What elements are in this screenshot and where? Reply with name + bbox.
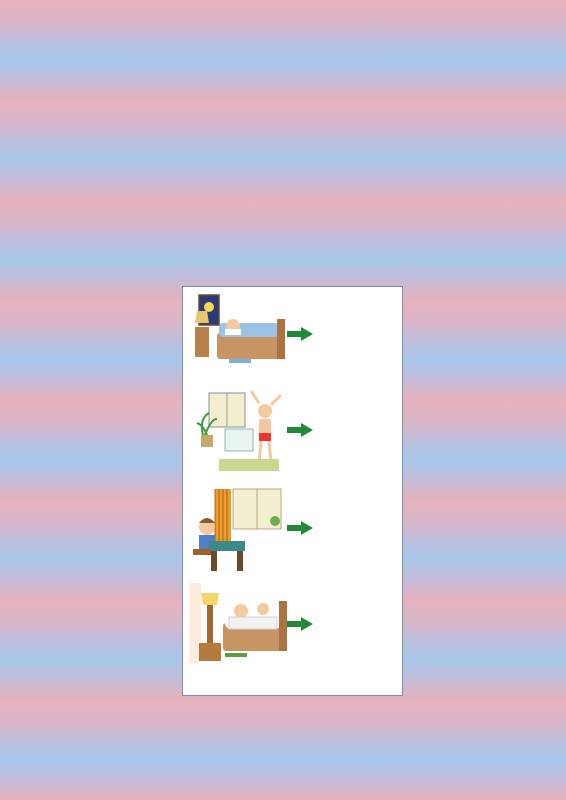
clock-face[interactable] bbox=[312, 485, 394, 567]
worksheet-row bbox=[183, 579, 402, 679]
arrow-icon bbox=[287, 617, 313, 631]
arrow-icon bbox=[287, 423, 313, 437]
clock-face[interactable] bbox=[312, 291, 394, 373]
worksheet-row bbox=[183, 289, 402, 389]
studying-boy-scene bbox=[189, 487, 289, 577]
sleeping-boy-scene bbox=[189, 293, 289, 383]
arrow-icon bbox=[287, 327, 313, 341]
exercising-boy-scene bbox=[189, 389, 289, 479]
worksheet-row bbox=[183, 385, 402, 485]
arrow-icon bbox=[287, 521, 313, 535]
clock-face[interactable] bbox=[312, 581, 394, 663]
worksheet-card bbox=[182, 286, 403, 696]
worksheet-row bbox=[183, 483, 402, 583]
going-to-bed-scene bbox=[189, 583, 289, 673]
clock-face[interactable] bbox=[312, 387, 394, 469]
